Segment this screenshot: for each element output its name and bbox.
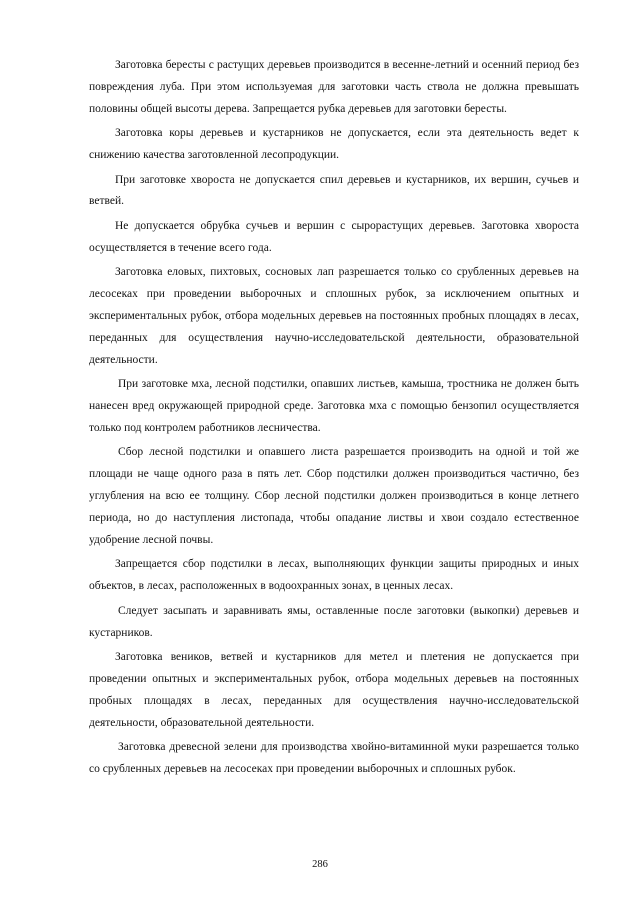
- paragraph-moss-litter: При заготовке мха, лесной подстилки, опавших листьев, камыша, тростника не должен быть нанесен вред окружающей природной среде. Заготовка мха с помощью бензопил осуществляется только под контролем работников лесничества.: [89, 378, 579, 434]
- paragraph-branch-cutting: Не допускается обрубка сучьев и вершин с сырорастущих деревьев. Заготовка хвороста осуществляется в течение всего года.: [89, 219, 579, 254]
- paragraph-litter-collection: Сбор лесной подстилки и опавшего листа разрешается производить на одной и той же площади не чаще одного раза в пять лет. Сбор подстилки должен производиться частично, без углубления на всю ее толщину. Сбор лесной подстилки должен производиться в конце летнего периода, но до наступления листопада, чтобы опадание листвы и хвои создало естественное удобрение лесной почвы.: [89, 446, 579, 547]
- paragraph-birch-bark: Заготовка бересты с растущих деревьев производится в весенне-летний и осенний период без повреждения луба. При этом используемая для заготовки часть ствола не должна превышать половины общей высоты дерева. Запрещается рубка деревьев для заготовки бересты.: [89, 59, 579, 115]
- paragraph-green-wood: Заготовка древесной зелени для производства хвойно-витаминной муки разрешается только со срубленных деревьев на лесосеках при проведении выборочных и сплошных рубок.: [89, 741, 579, 776]
- paragraph-bark-harvest: Заготовка коры деревьев и кустарников не допускается, если эта деятельность ведет к снижению качества заготовленной лесопродукции.: [89, 127, 579, 162]
- page-number: 286: [312, 859, 328, 870]
- paragraph-brooms: Заготовка веников, ветвей и кустарников для метел и плетения не допускается при проведении опытных и экспериментальных рубок, отбора модельных деревьев на постоянных пробных площадях в лесах, переданных для осуществления научно-исследовательской деятельности, образовательной деятельности.: [89, 651, 579, 729]
- paragraph-pits: Следует засыпать и заравнивать ямы, оставленные после заготовки (выкопки) деревьев и кустарников.: [89, 604, 579, 639]
- body-text: [89, 55, 579, 784]
- paragraph-conifer-paws: Заготовка еловых, пихтовых, сосновых лап разрешается только со срубленных деревьев на лесосеках при проведении выборочных и сплошных рубок, за исключением опытных и экспериментальных рубок, отбора модельных деревьев на постоянных пробных площадях в лесах, переданных для осуществления научно-исследовательской деятельности, образовательной деятельности.: [89, 266, 579, 366]
- paragraph-litter-ban: Запрещается сбор подстилки в лесах, выполняющих функции защиты природных и иных объектов, в лесах, расположенных в водоохранных зонах, в ценных лесах.: [89, 558, 579, 593]
- paragraph-brushwood: При заготовке хвороста не допускается спил деревьев и кустарников, их вершин, сучьев и ветвей.: [89, 173, 579, 208]
